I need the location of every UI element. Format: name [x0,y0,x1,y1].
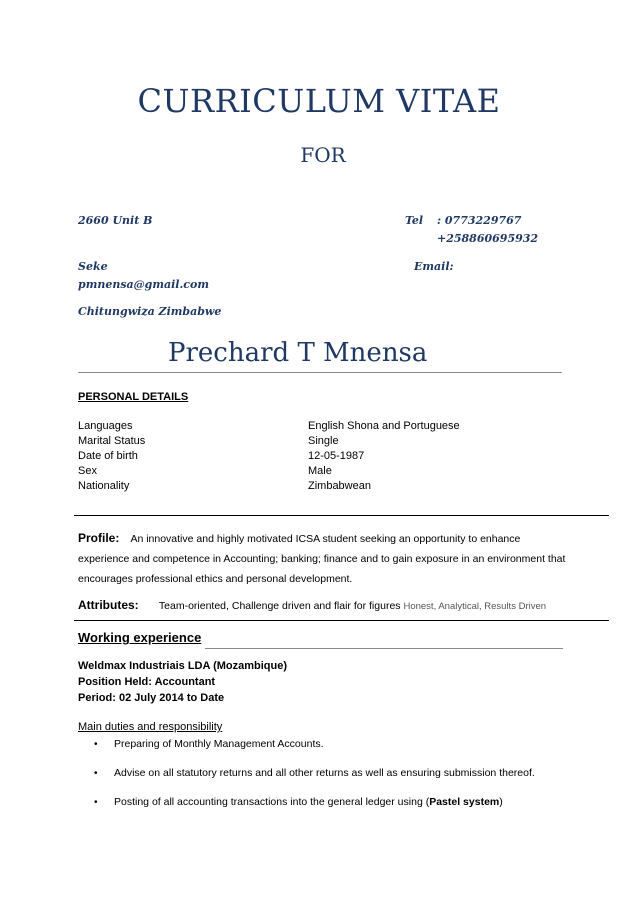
pd-value-nationality: Zimbabwean [308,480,371,492]
document-subtitle: FOR [300,143,346,167]
email-label: Email: [414,260,454,273]
document-title: CURRICULUM VITAE [137,82,501,120]
personal-details-heading: PERSONAL DETAILS [78,391,189,403]
tel-label: Tel [405,214,424,227]
bullet-icon: • [94,797,98,808]
attributes-text: Team-oriented, Challenge driven and flair for figures [158,600,401,612]
pd-value-dob: 12-05-1987 [308,450,365,462]
pd-label-dob: Date of birth [78,450,138,462]
address-line-2: Seke [78,260,108,273]
pastel-system-text: Pastel system [429,796,500,808]
bullet-icon: • [94,768,98,779]
candidate-name: Prechard T Mnensa [168,338,428,368]
pd-label-nationality: Nationality [78,480,130,492]
address-line-1: 2660 Unit B [78,214,153,227]
position-held: Position Held: Accountant [78,676,216,688]
duty-item: • Advise on all statutory returns and all other returns as well as ensuring submission thereof. [94,767,535,779]
attributes-line [78,598,546,612]
attributes-label: Attributes: [78,598,139,612]
working-experience-heading: Working experience [78,630,202,645]
tel-number-1: : 0773229767 [437,214,522,227]
duty-item: • Preparing of Monthly Management Accounts. [94,738,324,750]
profile-paragraph [78,528,570,589]
employment-period: Period: 02 July 2014 to Date [78,692,225,704]
profile-text: An innovative and highly motivated ICSA student seeking an opportunity to enhance experience and competence in Accounting; banking; finance and to gain exposure in an environment that encourages professional ethics and personal development. [78,533,566,585]
duties-heading: Main duties and responsibility [78,721,223,733]
profile-label: Profile: [78,531,120,545]
duty-item: • Posting of all accounting transactions into the general ledger using (Pastel system) [94,796,503,808]
pd-label-languages: Languages [78,420,133,432]
pd-value-marital: Single [308,435,339,447]
pd-value-sex: Male [308,465,332,477]
pd-label-marital: Marital Status [78,435,146,447]
pd-value-languages: English Shona and Portuguese [308,420,460,432]
pd-label-sex: Sex [78,465,97,477]
section-divider-1 [74,515,609,516]
bullet-icon: • [94,739,98,750]
tel-number-2: +258860695932 [437,232,539,245]
work-heading-rule [205,648,563,649]
section-divider-2 [74,620,609,621]
company-name: Weldmax Industriais LDA (Mozambique) [78,660,288,672]
name-divider [78,372,562,373]
email-value: pmnensa@gmail.com [78,278,209,291]
address-line-3: Chitungwiza Zimbabwe [78,305,222,318]
attributes-text-small: Honest, Analytical, Results Driven [403,601,547,612]
